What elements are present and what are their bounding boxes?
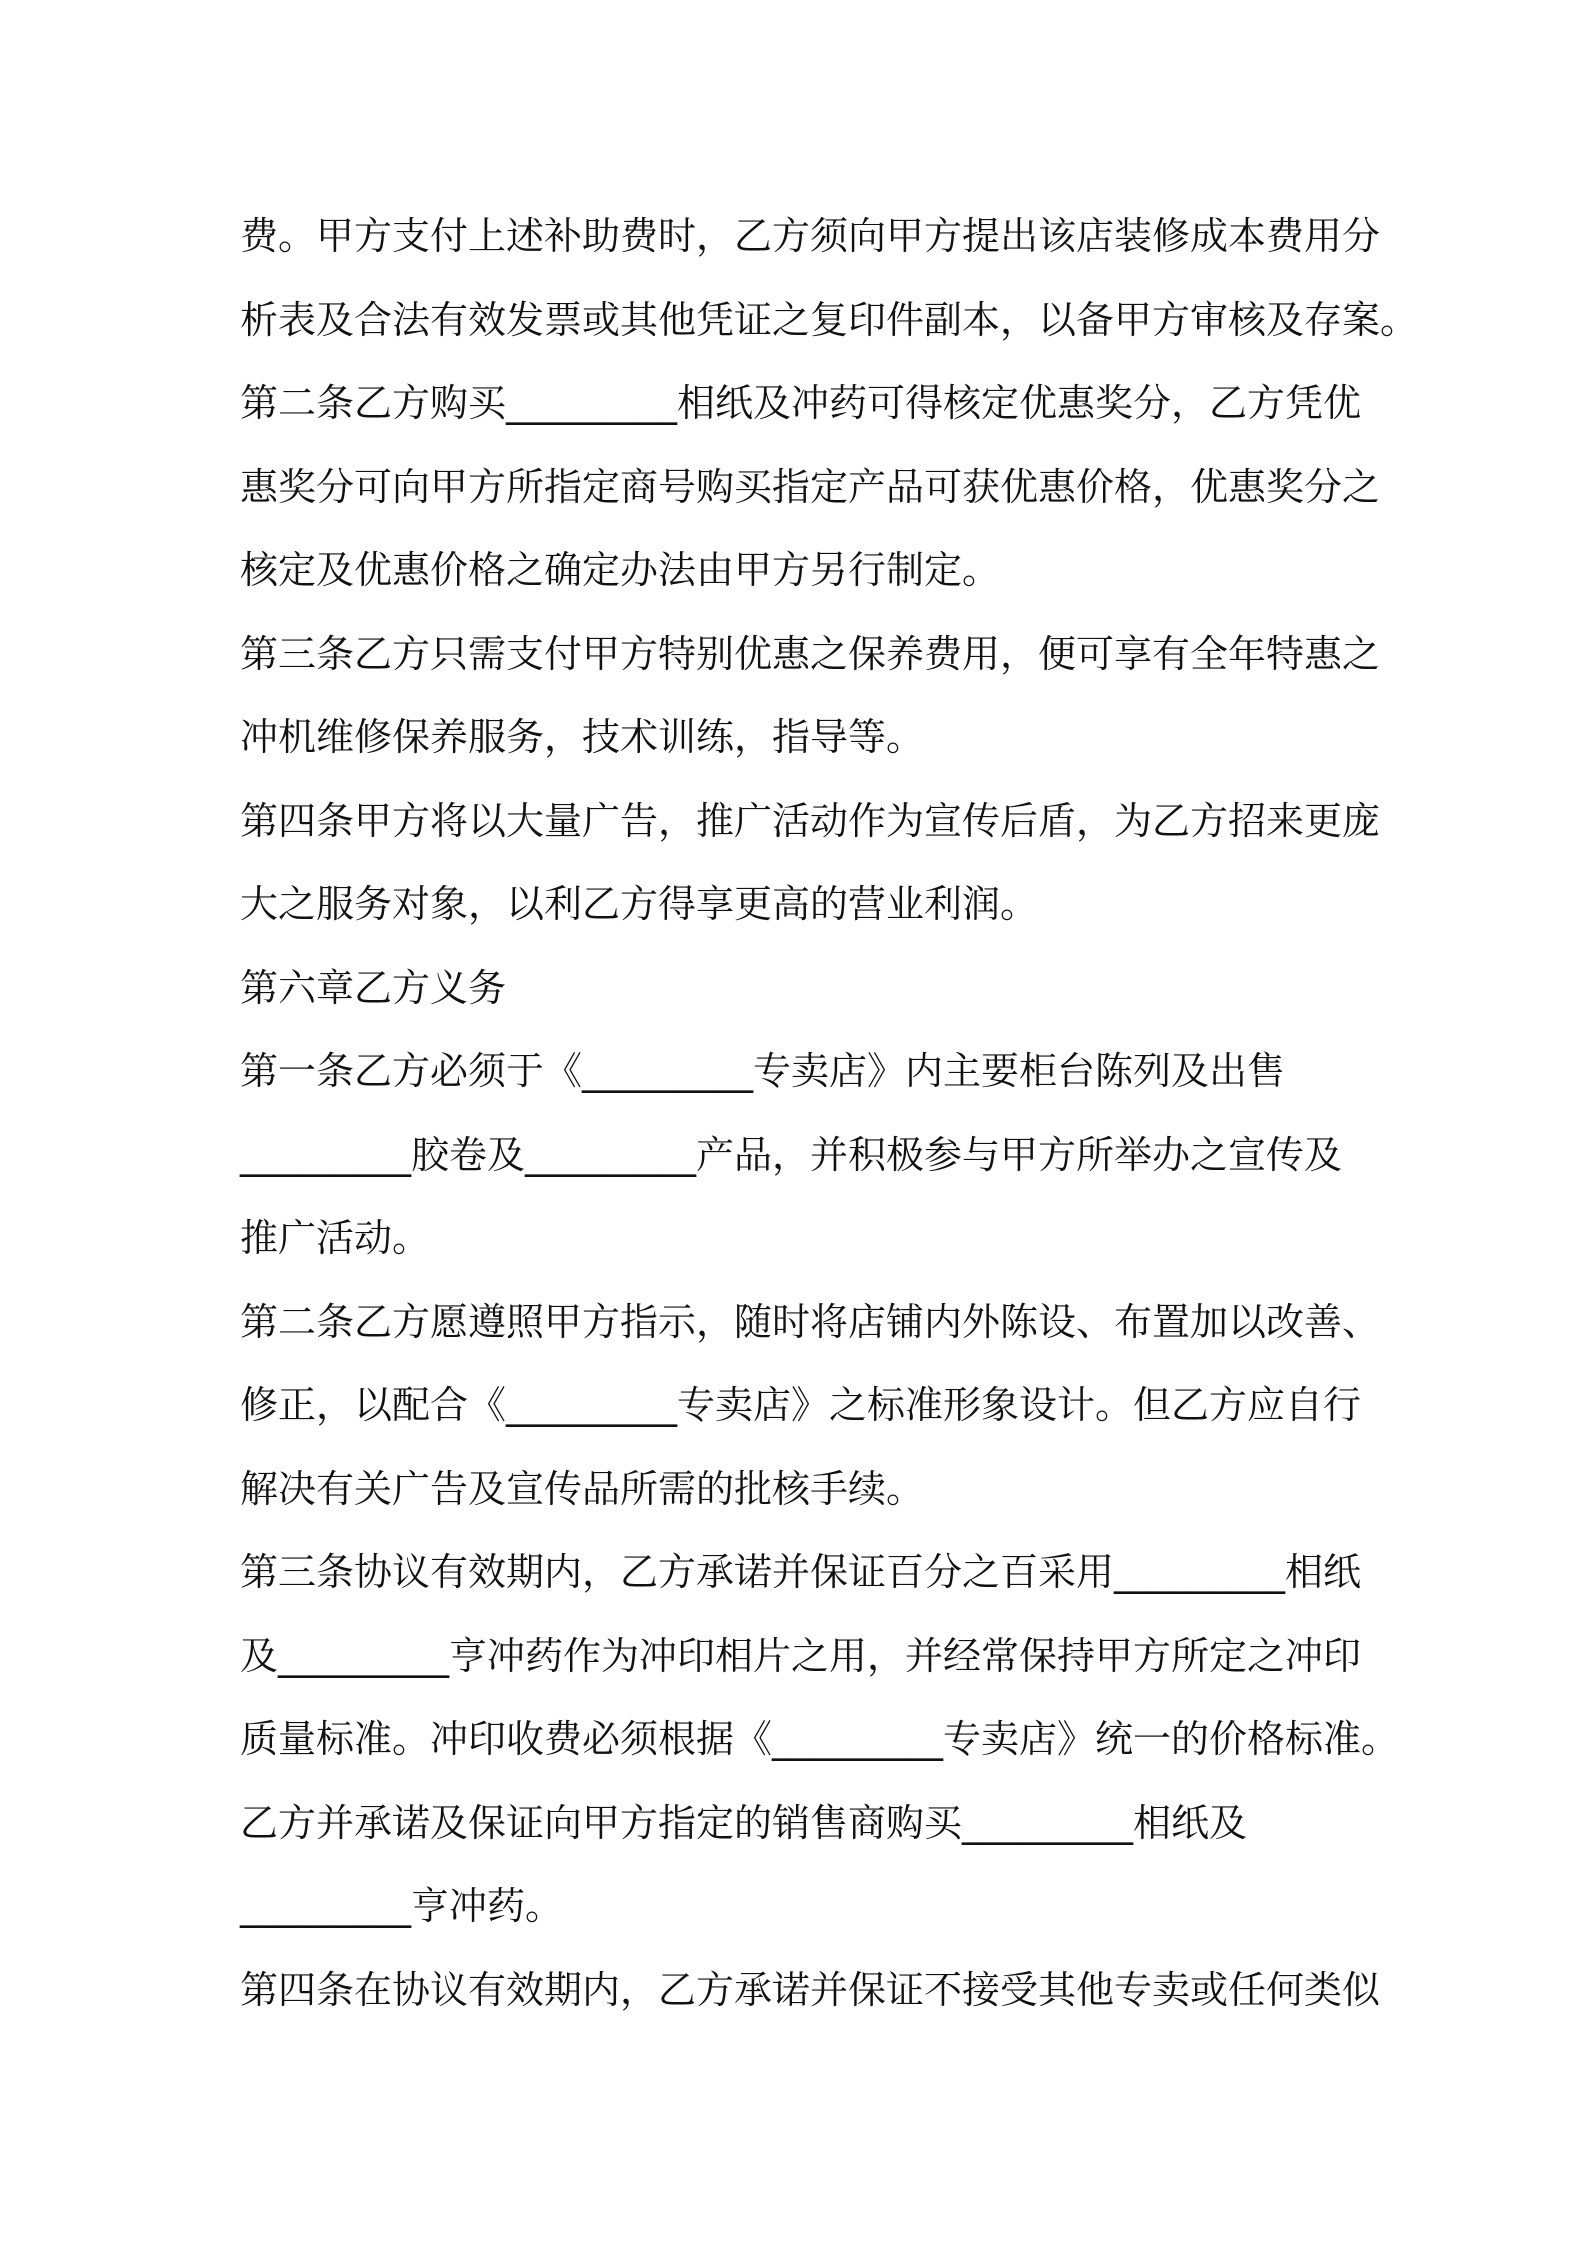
text-line: 修正，以配合《_________专卖店》之标准形象设计。但乙方应自行 bbox=[240, 1383, 1362, 1427]
text-line: 第三条协议有效期内，乙方承诺并保证百分之百采用_________相纸 bbox=[240, 1550, 1362, 1594]
text-line: 第二条乙方愿遵照甲方指示，随时将店铺内外陈设、布置加以改善、 bbox=[240, 1299, 1381, 1344]
text-line: 析表及合法有效发票或其他凭证之复印件副本，以备甲方审核及存案。 bbox=[240, 297, 1419, 342]
text-line: 冲机维修保养服务，技术训练，指导等。 bbox=[240, 715, 925, 759]
text-line: 惠奖分可向甲方所指定商号购买指定产品可获优惠价格，优惠奖分之 bbox=[240, 464, 1381, 509]
text-line: 质量标准。冲印收费必须根据《_________专卖店》统一的价格标准。 bbox=[240, 1717, 1400, 1761]
text-line: _________胶卷及_________产品，并积极参与甲方所举办之宣传及 bbox=[240, 1132, 1343, 1177]
text-line: 解决有关广告及宣传品所需的批核手续。 bbox=[240, 1466, 925, 1511]
text-line: 费。甲方支付上述补助费时，乙方须向甲方提出该店装修成本费用分 bbox=[240, 214, 1381, 258]
text-line: 大之服务对象，以利乙方得享更高的营业利润。 bbox=[240, 882, 1039, 926]
text-line: 第一条乙方必须于《_________专卖店》内主要柜台陈列及出售 bbox=[240, 1049, 1286, 1093]
chapter-heading: 第六章乙方义务 bbox=[240, 965, 507, 1010]
text-line: 第四条甲方将以大量广告，推广活动作为宣传后盾，为乙方招来更庞 bbox=[240, 798, 1381, 843]
text-line: 乙方并承诺及保证向甲方指定的销售商购买_________相纸及 bbox=[240, 1800, 1248, 1845]
text-line: 核定及优惠价格之确定办法由甲方另行制定。 bbox=[240, 548, 1001, 592]
text-line: 推广活动。 bbox=[240, 1216, 431, 1260]
text-line: 第三条乙方只需支付甲方特别优惠之保养费用，便可享有全年特惠之 bbox=[240, 631, 1381, 676]
text-line: 第二条乙方购买_________相纸及冲药可得核定优惠奖分，乙方凭优 bbox=[240, 381, 1362, 425]
text-line: 及_________亨冲药作为冲印相片之用，并经常保持甲方所定之冲印 bbox=[240, 1633, 1362, 1678]
text-line: _________亨冲药。 bbox=[240, 1884, 564, 1928]
document-body bbox=[240, 195, 1419, 2032]
text-line: 第四条在协议有效期内，乙方承诺并保证不接受其他专卖或任何类似 bbox=[240, 1967, 1381, 2012]
